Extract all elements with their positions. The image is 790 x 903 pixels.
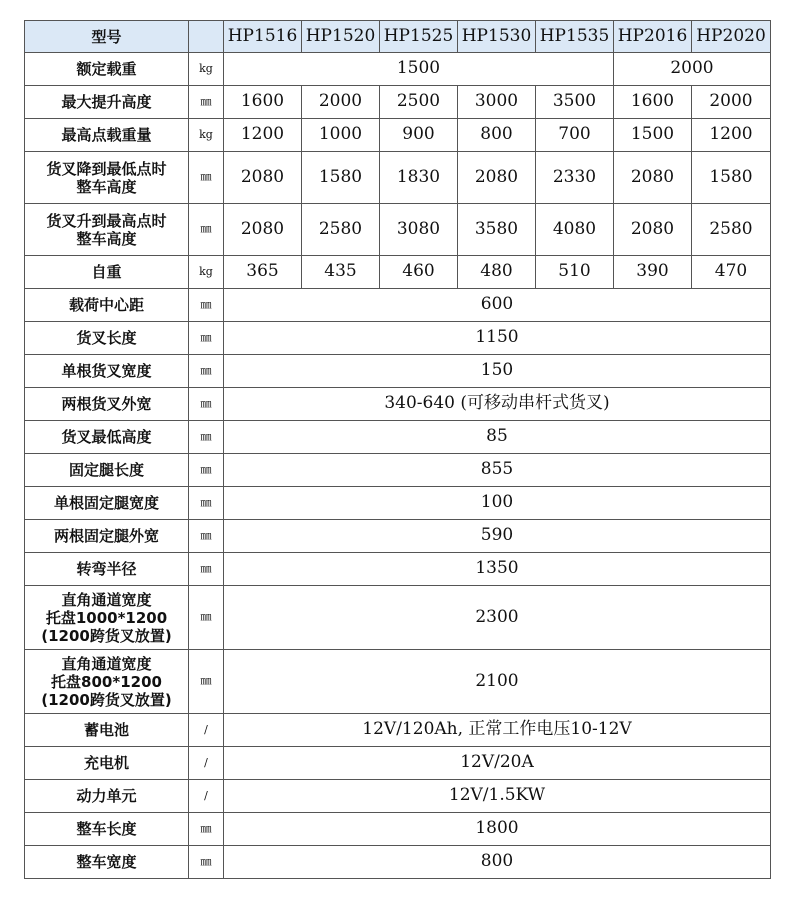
spec-row	[25, 421, 771, 454]
spec-unit: ㎜	[189, 421, 224, 454]
spec-name: 最大提升高度	[25, 86, 189, 119]
spec-name: 固定腿长度	[25, 454, 189, 487]
spec-value: 2080	[614, 204, 692, 256]
spec-value: 900	[380, 119, 458, 152]
model-name: HP1530	[458, 21, 536, 53]
model-name: HP2016	[614, 21, 692, 53]
spec-row	[25, 714, 771, 747]
model-name: HP2020	[692, 21, 771, 53]
spec-value: 3580	[458, 204, 536, 256]
spec-value: 2080	[224, 204, 302, 256]
spec-table	[24, 20, 771, 879]
spec-value: 1580	[302, 152, 380, 204]
spec-unit: ㎜	[189, 388, 224, 421]
spec-row	[25, 520, 771, 553]
spec-row	[25, 650, 771, 714]
spec-value: 700	[536, 119, 614, 152]
spec-value-all: 12V/120Ah, 正常工作电压10-12V	[224, 714, 771, 747]
spec-value-all: 12V/20A	[224, 747, 771, 780]
header-unit-cell	[189, 21, 224, 53]
spec-row	[25, 553, 771, 586]
spec-value-all: 150	[224, 355, 771, 388]
spec-value-all: 85	[224, 421, 771, 454]
spec-value: 1000	[302, 119, 380, 152]
spec-value: 800	[458, 119, 536, 152]
spec-value-all: 590	[224, 520, 771, 553]
spec-value: 365	[224, 256, 302, 289]
spec-name: 载荷中心距	[25, 289, 189, 322]
model-name: HP1525	[380, 21, 458, 53]
spec-row	[25, 813, 771, 846]
spec-value: 1600	[614, 86, 692, 119]
spec-value-group: 2000	[614, 53, 771, 86]
spec-unit: ㎜	[189, 152, 224, 204]
spec-unit: ㎜	[189, 650, 224, 714]
spec-value: 2580	[692, 204, 771, 256]
spec-row	[25, 846, 771, 879]
spec-name: 两根固定腿外宽	[25, 520, 189, 553]
spec-unit: ㎜	[189, 813, 224, 846]
spec-value: 2330	[536, 152, 614, 204]
spec-value-all: 1150	[224, 322, 771, 355]
spec-name: 额定载重	[25, 53, 189, 86]
spec-value-all: 1800	[224, 813, 771, 846]
spec-row	[25, 487, 771, 520]
header-label: 型号	[25, 21, 189, 53]
spec-unit: kg	[189, 256, 224, 289]
model-name: HP1516	[224, 21, 302, 53]
spec-value-all: 100	[224, 487, 771, 520]
spec-unit: ㎜	[189, 586, 224, 650]
spec-row	[25, 289, 771, 322]
spec-name: 最高点载重量	[25, 119, 189, 152]
spec-name: 自重	[25, 256, 189, 289]
spec-value-all: 2300	[224, 586, 771, 650]
spec-unit: ㎜	[189, 289, 224, 322]
spec-row	[25, 586, 771, 650]
spec-value: 3000	[458, 86, 536, 119]
spec-value: 2000	[302, 86, 380, 119]
spec-name: 货叉最低高度	[25, 421, 189, 454]
spec-value-all: 340-640 (可移动串杆式货叉)	[224, 388, 771, 421]
spec-value-all: 1350	[224, 553, 771, 586]
spec-name: 动力单元	[25, 780, 189, 813]
spec-unit: ㎜	[189, 487, 224, 520]
spec-unit: ㎜	[189, 520, 224, 553]
spec-value: 1200	[224, 119, 302, 152]
spec-value: 2580	[302, 204, 380, 256]
spec-row	[25, 204, 771, 256]
spec-name: 货叉升到最高点时 整车高度	[25, 204, 189, 256]
spec-name: 整车长度	[25, 813, 189, 846]
spec-value: 4080	[536, 204, 614, 256]
spec-name: 整车宽度	[25, 846, 189, 879]
header-row	[25, 21, 771, 53]
model-name: HP1520	[302, 21, 380, 53]
spec-name: 直角通道宽度 托盘1000*1200 (1200跨货叉放置)	[25, 586, 189, 650]
spec-unit: ㎜	[189, 86, 224, 119]
spec-name: 货叉长度	[25, 322, 189, 355]
spec-value: 1600	[224, 86, 302, 119]
spec-value-all: 2100	[224, 650, 771, 714]
spec-value: 510	[536, 256, 614, 289]
spec-name: 单根货叉宽度	[25, 355, 189, 388]
spec-value: 2080	[458, 152, 536, 204]
spec-value: 1200	[692, 119, 771, 152]
spec-unit: ㎜	[189, 846, 224, 879]
spec-value: 3080	[380, 204, 458, 256]
spec-unit: ㎜	[189, 553, 224, 586]
spec-value-all: 12V/1.5KW	[224, 780, 771, 813]
spec-value: 460	[380, 256, 458, 289]
spec-value: 1500	[614, 119, 692, 152]
spec-row	[25, 780, 771, 813]
spec-value: 435	[302, 256, 380, 289]
model-name: HP1535	[536, 21, 614, 53]
spec-name: 蓄电池	[25, 714, 189, 747]
spec-name: 两根货叉外宽	[25, 388, 189, 421]
spec-row	[25, 454, 771, 487]
spec-value: 3500	[536, 86, 614, 119]
spec-name: 货叉降到最低点时 整车高度	[25, 152, 189, 204]
spec-row	[25, 152, 771, 204]
spec-row	[25, 322, 771, 355]
spec-value-group: 1500	[224, 53, 614, 86]
spec-value: 2080	[614, 152, 692, 204]
spec-value: 470	[692, 256, 771, 289]
spec-value: 2500	[380, 86, 458, 119]
spec-row	[25, 388, 771, 421]
spec-value-all: 600	[224, 289, 771, 322]
spec-name: 充电机	[25, 747, 189, 780]
spec-unit: ㎜	[189, 204, 224, 256]
spec-value-all: 855	[224, 454, 771, 487]
spec-name: 单根固定腿宽度	[25, 487, 189, 520]
spec-row	[25, 119, 771, 152]
spec-unit: /	[189, 714, 224, 747]
spec-unit: /	[189, 747, 224, 780]
spec-name: 直角通道宽度 托盘800*1200 (1200跨货叉放置)	[25, 650, 189, 714]
spec-value: 480	[458, 256, 536, 289]
spec-unit: kg	[189, 53, 224, 86]
spec-name: 转弯半径	[25, 553, 189, 586]
spec-value: 2000	[692, 86, 771, 119]
spec-unit: kg	[189, 119, 224, 152]
spec-row	[25, 747, 771, 780]
spec-unit: ㎜	[189, 355, 224, 388]
spec-value: 2080	[224, 152, 302, 204]
spec-unit: /	[189, 780, 224, 813]
spec-value: 1580	[692, 152, 771, 204]
spec-unit: ㎜	[189, 454, 224, 487]
spec-value: 1830	[380, 152, 458, 204]
spec-value: 390	[614, 256, 692, 289]
spec-value-all: 800	[224, 846, 771, 879]
spec-row	[25, 53, 771, 86]
spec-unit: ㎜	[189, 322, 224, 355]
spec-table-body	[25, 21, 771, 879]
spec-row	[25, 256, 771, 289]
spec-row	[25, 355, 771, 388]
spec-row	[25, 86, 771, 119]
